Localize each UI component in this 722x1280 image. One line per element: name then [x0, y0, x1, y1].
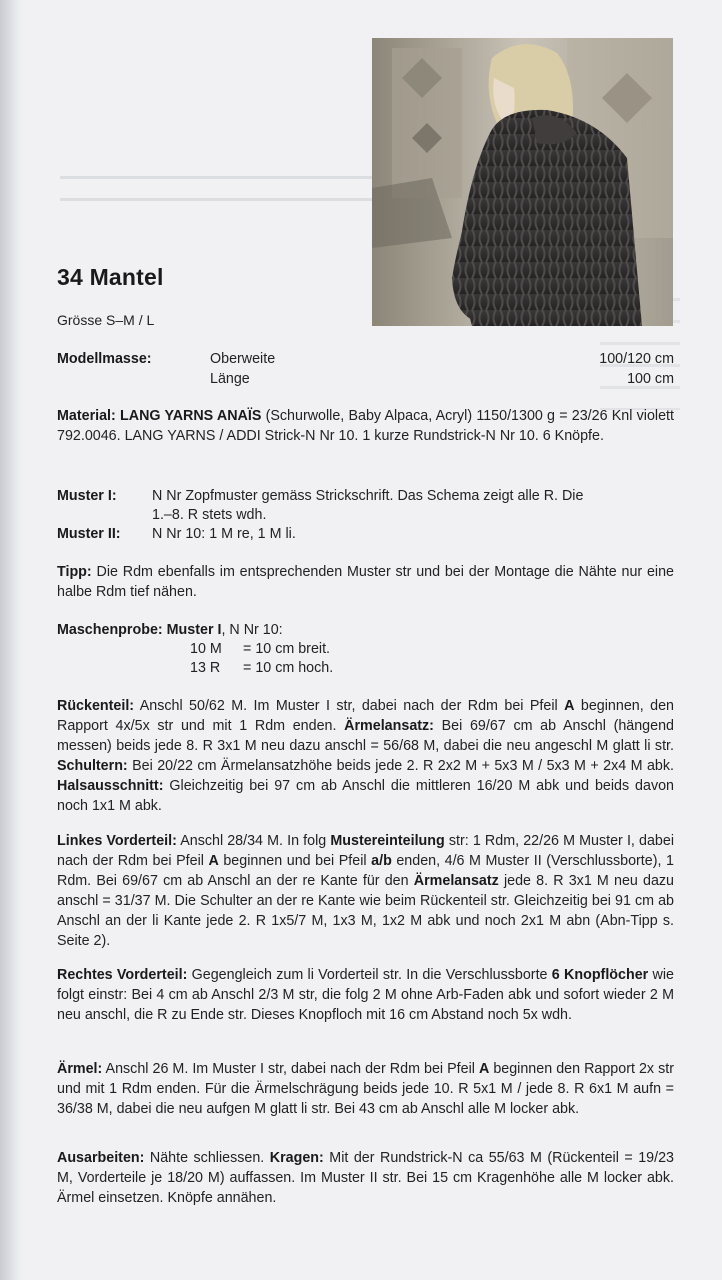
rechtes-vorderteil-section — [57, 965, 674, 1025]
measurement-value: 100/120 cm — [599, 351, 674, 367]
material-label: Material: — [57, 408, 116, 424]
maschenprobe-muster: Muster I — [166, 622, 222, 638]
ausarbeiten-section — [57, 1148, 674, 1208]
measurements-label: Modellmasse: — [57, 351, 152, 367]
linkes-text: str: 1 Rdm, 22/26 M Muster I, dabei nach der Rdm bei Pfeil — [57, 833, 674, 869]
schultern-label: Schultern: — [57, 758, 128, 774]
aermel-text: beginnen den Rapport 2x str und mit 1 Rdm enden. Für die Ärmelschrägung beids jede 10. R 5x1 M / jede 8. R 6x1 M aufn = 36/38 M, dabei die neu aufgen M glatt li str. Bei 43 cm ab Anschl alle M locker abk. — [57, 1061, 674, 1117]
rechtes-vorderteil-label: Rechtes Vorderteil: — [57, 967, 188, 983]
rueckenteil-text: Anschl 50/62 M. Im Muster I str, dabei nach der Rdm bei Pfeil — [139, 698, 558, 714]
muster2-text: N Nr 10: 1 M re, 1 M li. — [152, 526, 296, 542]
maschenprobe-count: 10 M — [190, 641, 222, 657]
aermelansatz-label: Ärmelansatz — [413, 873, 499, 889]
muster2-label: Muster II: — [57, 526, 121, 542]
tipp-text: Die Rdm ebenfalls im entsprechenden Muster str und bei der Montage die Nähte nur eine halbe Rdm tief nähen. — [57, 564, 674, 600]
mustereinteilung-label: Mustereinteilung — [330, 833, 445, 849]
tipp-section — [57, 562, 674, 602]
photo-illustration — [372, 38, 673, 326]
halsausschnitt-label: Halsausschnitt: — [57, 778, 164, 794]
measurement-name: Länge — [210, 371, 250, 387]
rechtes-text: wie folgt einstr: Bei 4 cm ab Anschl 2/3 M str, die folg 2 M ohne Arb-Faden abk und sofort wieder 2 M neu anschl, die R zu Ende str. Dieses Knopfloch mit 16 cm Abstand noch 5x wdh. — [57, 967, 674, 1023]
material-brand: LANG YARNS ANAÏS — [120, 408, 262, 424]
ausarbeiten-text: Mit der Rundstrick-N ca 55/63 M (Rückenteil = 19/23 M, Vorderteile je 18/20 M) auffassen. Im Muster II str. Bei 15 cm Kragenhöhe alle M locker abk. Ärmel einsetzen. Knöpfe annähen. — [57, 1150, 674, 1206]
rueckenteil-text: beginnen, den Rapport 4x/5x str und mit 1 Rdm enden. — [57, 698, 674, 734]
maschenprobe-count: 13 R — [190, 660, 221, 676]
arrow-marker: A — [564, 698, 575, 714]
arrow-marker: A — [208, 853, 219, 869]
linkes-text: jede 8. R 3x1 M neu dazu anschl = 31/37 M. Die Schulter an der re Kante wie beim Rückenteil str. Gleichzeitig bei 91 cm ab Anschl an der li Kante jede 2. R 1x5/7 M, 1x3 M, 1x2 M abk und noch 2x1 M abn (Abn-Tipp s. Seite 2). — [57, 873, 675, 949]
ausarbeiten-text: Nähte schliessen. — [149, 1150, 265, 1166]
muster1-label: Muster I: — [57, 488, 117, 504]
rueckenteil-text: Gleichzeitig bei 97 cm ab Anschl die mittleren 16/20 M abk und beids davon noch 1x1 M abk. — [57, 778, 674, 814]
maschenprobe-needle: , N Nr 10: — [221, 622, 283, 638]
linkes-text: beginnen und bei Pfeil — [223, 853, 367, 869]
tipp-label: Tipp: — [57, 564, 92, 580]
rechtes-text: Gegengleich zum li Vorderteil str. In die Verschlussborte — [191, 967, 548, 983]
aermelansatz-label: Ärmelansatz: — [344, 718, 434, 734]
page-edge-shadow — [0, 0, 24, 1280]
page-title: 34 Mantel — [57, 264, 164, 290]
aermel-text: Anschl 26 M. Im Muster I str, dabei nach der Rdm bei Pfeil — [105, 1061, 475, 1077]
rueckenteil-text: Bei 20/22 cm Ärmelansatzhöhe beids jede 2. R 2x2 M + 5x3 M / 5x3 M + 2x4 M abk. — [132, 758, 674, 774]
arrow-marker: A — [478, 1061, 490, 1077]
measurement-name: Oberweite — [210, 351, 276, 367]
rueckenteil-section — [57, 696, 674, 816]
kragen-label: Kragen: — [269, 1150, 324, 1166]
arrow-marker: a/b — [371, 853, 392, 869]
model-photo — [372, 38, 673, 326]
material-text: (Schurwolle, Baby Alpaca, Acryl) 1150/1300 g = 23/26 Knl violett 792.0046. LANG YARNS / ADDI Strick-N Nr 10. 1 kurze Rundstrick-N Nr 10. 6 Knöpfe. — [57, 408, 674, 444]
ausarbeiten-label: Ausarbeiten: — [57, 1150, 145, 1166]
material-section — [57, 406, 674, 446]
linkes-vorderteil-section — [57, 831, 674, 951]
aermel-label: Ärmel: — [57, 1061, 103, 1077]
maschenprobe-label: Maschenprobe: — [57, 622, 163, 638]
maschenprobe-result: = 10 cm hoch. — [243, 660, 334, 676]
muster1-line2: 1.–8. R stets wdh. — [152, 507, 267, 523]
muster1-line1: N Nr Zopfmuster gemäss Strickschrift. Das Schema zeigt alle R. Die — [152, 488, 584, 504]
linkes-vorderteil-label: Linkes Vorderteil: — [57, 833, 177, 849]
linkes-text: enden, 4/6 M Muster II (Verschlussborte), 1 Rdm. Bei 69/67 cm ab Anschl an der re Kante für den — [57, 853, 674, 889]
rueckenteil-label: Rückenteil: — [57, 698, 135, 714]
rueckenteil-text: Bei 69/67 cm ab Anschl (hängend messen) beids jede 8. R 3x1 M neu dazu anschl = 56/68 M, dabei die neu angeschl M glatt li str. — [57, 718, 674, 754]
maschenprobe-result: = 10 cm breit. — [243, 641, 331, 657]
aermel-section — [57, 1059, 674, 1119]
linkes-text: Anschl 28/34 M. In folg — [180, 833, 327, 849]
size-info: Grösse S–M / L — [57, 312, 155, 328]
knopfloecher-label: 6 Knopflöcher — [551, 967, 649, 983]
measurement-value: 100 cm — [627, 371, 674, 387]
